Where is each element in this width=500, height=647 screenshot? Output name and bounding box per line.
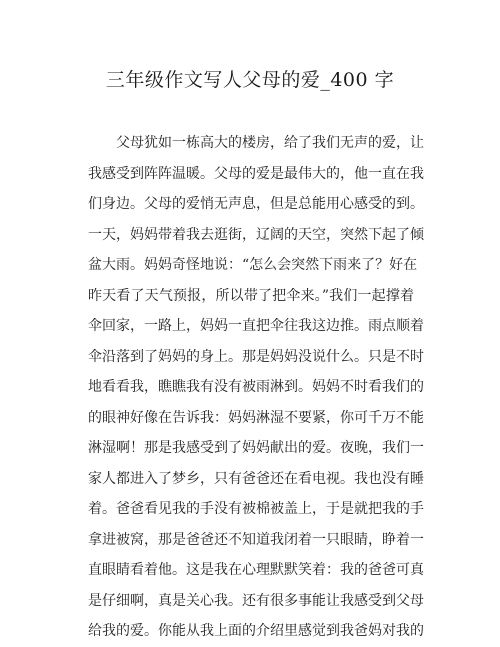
essay-line: 的眼神好像在告诉我：妈妈淋湿不要紧，你可千万不能 [88, 409, 424, 426]
essay-line: 伞回家，一路上，妈妈一直把伞往我这边推。雨点顺着 [88, 318, 424, 334]
essay-line: 昨天看了天气预报，所以带了把伞来。”我们一起撑着 [88, 287, 414, 304]
essay-line: 伞沿落到了妈妈的身上。那是妈妈没说什么。只是不时 [88, 348, 424, 365]
essay-line: 着。爸爸看见我的手没有被棉被盖上，于是就把我的手 [88, 501, 424, 517]
essay-line: 家人都进入了梦乡，只有爸爸还在看电视。我也没有睡 [88, 470, 424, 487]
essay-line: 父母犹如一栋高大的楼房，给了我们无声的爱，让 [116, 135, 424, 151]
essay-body [88, 128, 424, 647]
essay-line: 是仔细啊，真是关心我。还有很多事能让我感受到父母 [88, 592, 424, 609]
essay-line: 地看看我，瞧瞧我有没有被雨淋到。妈妈不时看我们的 [88, 379, 424, 395]
essay-line: 我感受到阵阵温暖。父母的爱是最伟大的，他一直在我 [88, 165, 424, 182]
essay-line: 直眼睛看着他。这是我在心理默默笑着：我的爸爸可真 [88, 562, 424, 578]
essay-line: 盆大雨。妈妈奇怪地说：“怎么会突然下雨来了？好在 [88, 257, 418, 273]
essay-line: 们身边。父母的爱悄无声息，但是总能用心感受的到。 [88, 196, 424, 212]
document-title: 三年级作文写人父母的爱_400 字 [105, 69, 395, 91]
essay-line: 一天，妈妈带着我去逛街，辽阔的天空，突然下起了倾 [88, 226, 424, 243]
essay-line: 拿进被窝，那是爸爸还不知道我闭着一只眼睛，睁着一 [88, 531, 424, 548]
essay-line: 给我的爱。你能从我上面的介绍里感觉到我爸妈对我的 [88, 623, 424, 639]
essay-line: 淋湿啊！那是我感受到了妈妈献出的爱。夜晚，我们一 [88, 440, 424, 456]
